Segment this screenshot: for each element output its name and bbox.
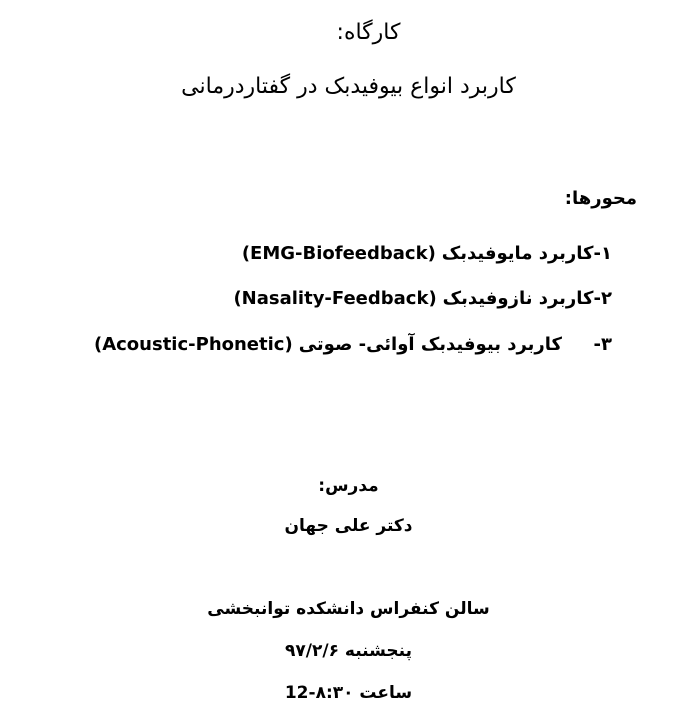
- topic-english: (Nasality-Feedback): [233, 288, 437, 309]
- topic-label: کاربرد مایوفیدبک: [441, 243, 594, 264]
- topic-label: کاربرد نازوفیدبک: [442, 288, 594, 309]
- event-date: پنجشنبه ۹۷/۲/۶: [285, 641, 412, 661]
- workshop-label: کارگاه:: [336, 20, 401, 45]
- topic-number: ۳-: [593, 334, 612, 355]
- topic-number: ۲-: [593, 288, 612, 309]
- page-title: کاربرد انواع بیوفیدبک در گفتاردرمانی: [181, 74, 516, 99]
- topics-heading: محورها:: [564, 188, 637, 209]
- topic-english: (Acoustic-Phonetic): [93, 334, 293, 355]
- topic-label: کاربرد بیوفیدبک آوائی- صوتی: [298, 334, 562, 355]
- venue: سالن کنفراس دانشکده توانبخشی: [207, 599, 490, 619]
- topic-number: ۱-: [593, 243, 612, 264]
- instructor-name: دکتر علی جهان: [284, 516, 413, 536]
- topic-item: [94, 336, 612, 354]
- event-time: ساعت ۸:۳۰-12: [284, 683, 413, 703]
- instructor-label: مدرس:: [318, 476, 379, 496]
- topic-item: [233, 290, 612, 308]
- topic-english: (EMG-Biofeedback): [241, 243, 436, 264]
- topic-item: [242, 245, 612, 263]
